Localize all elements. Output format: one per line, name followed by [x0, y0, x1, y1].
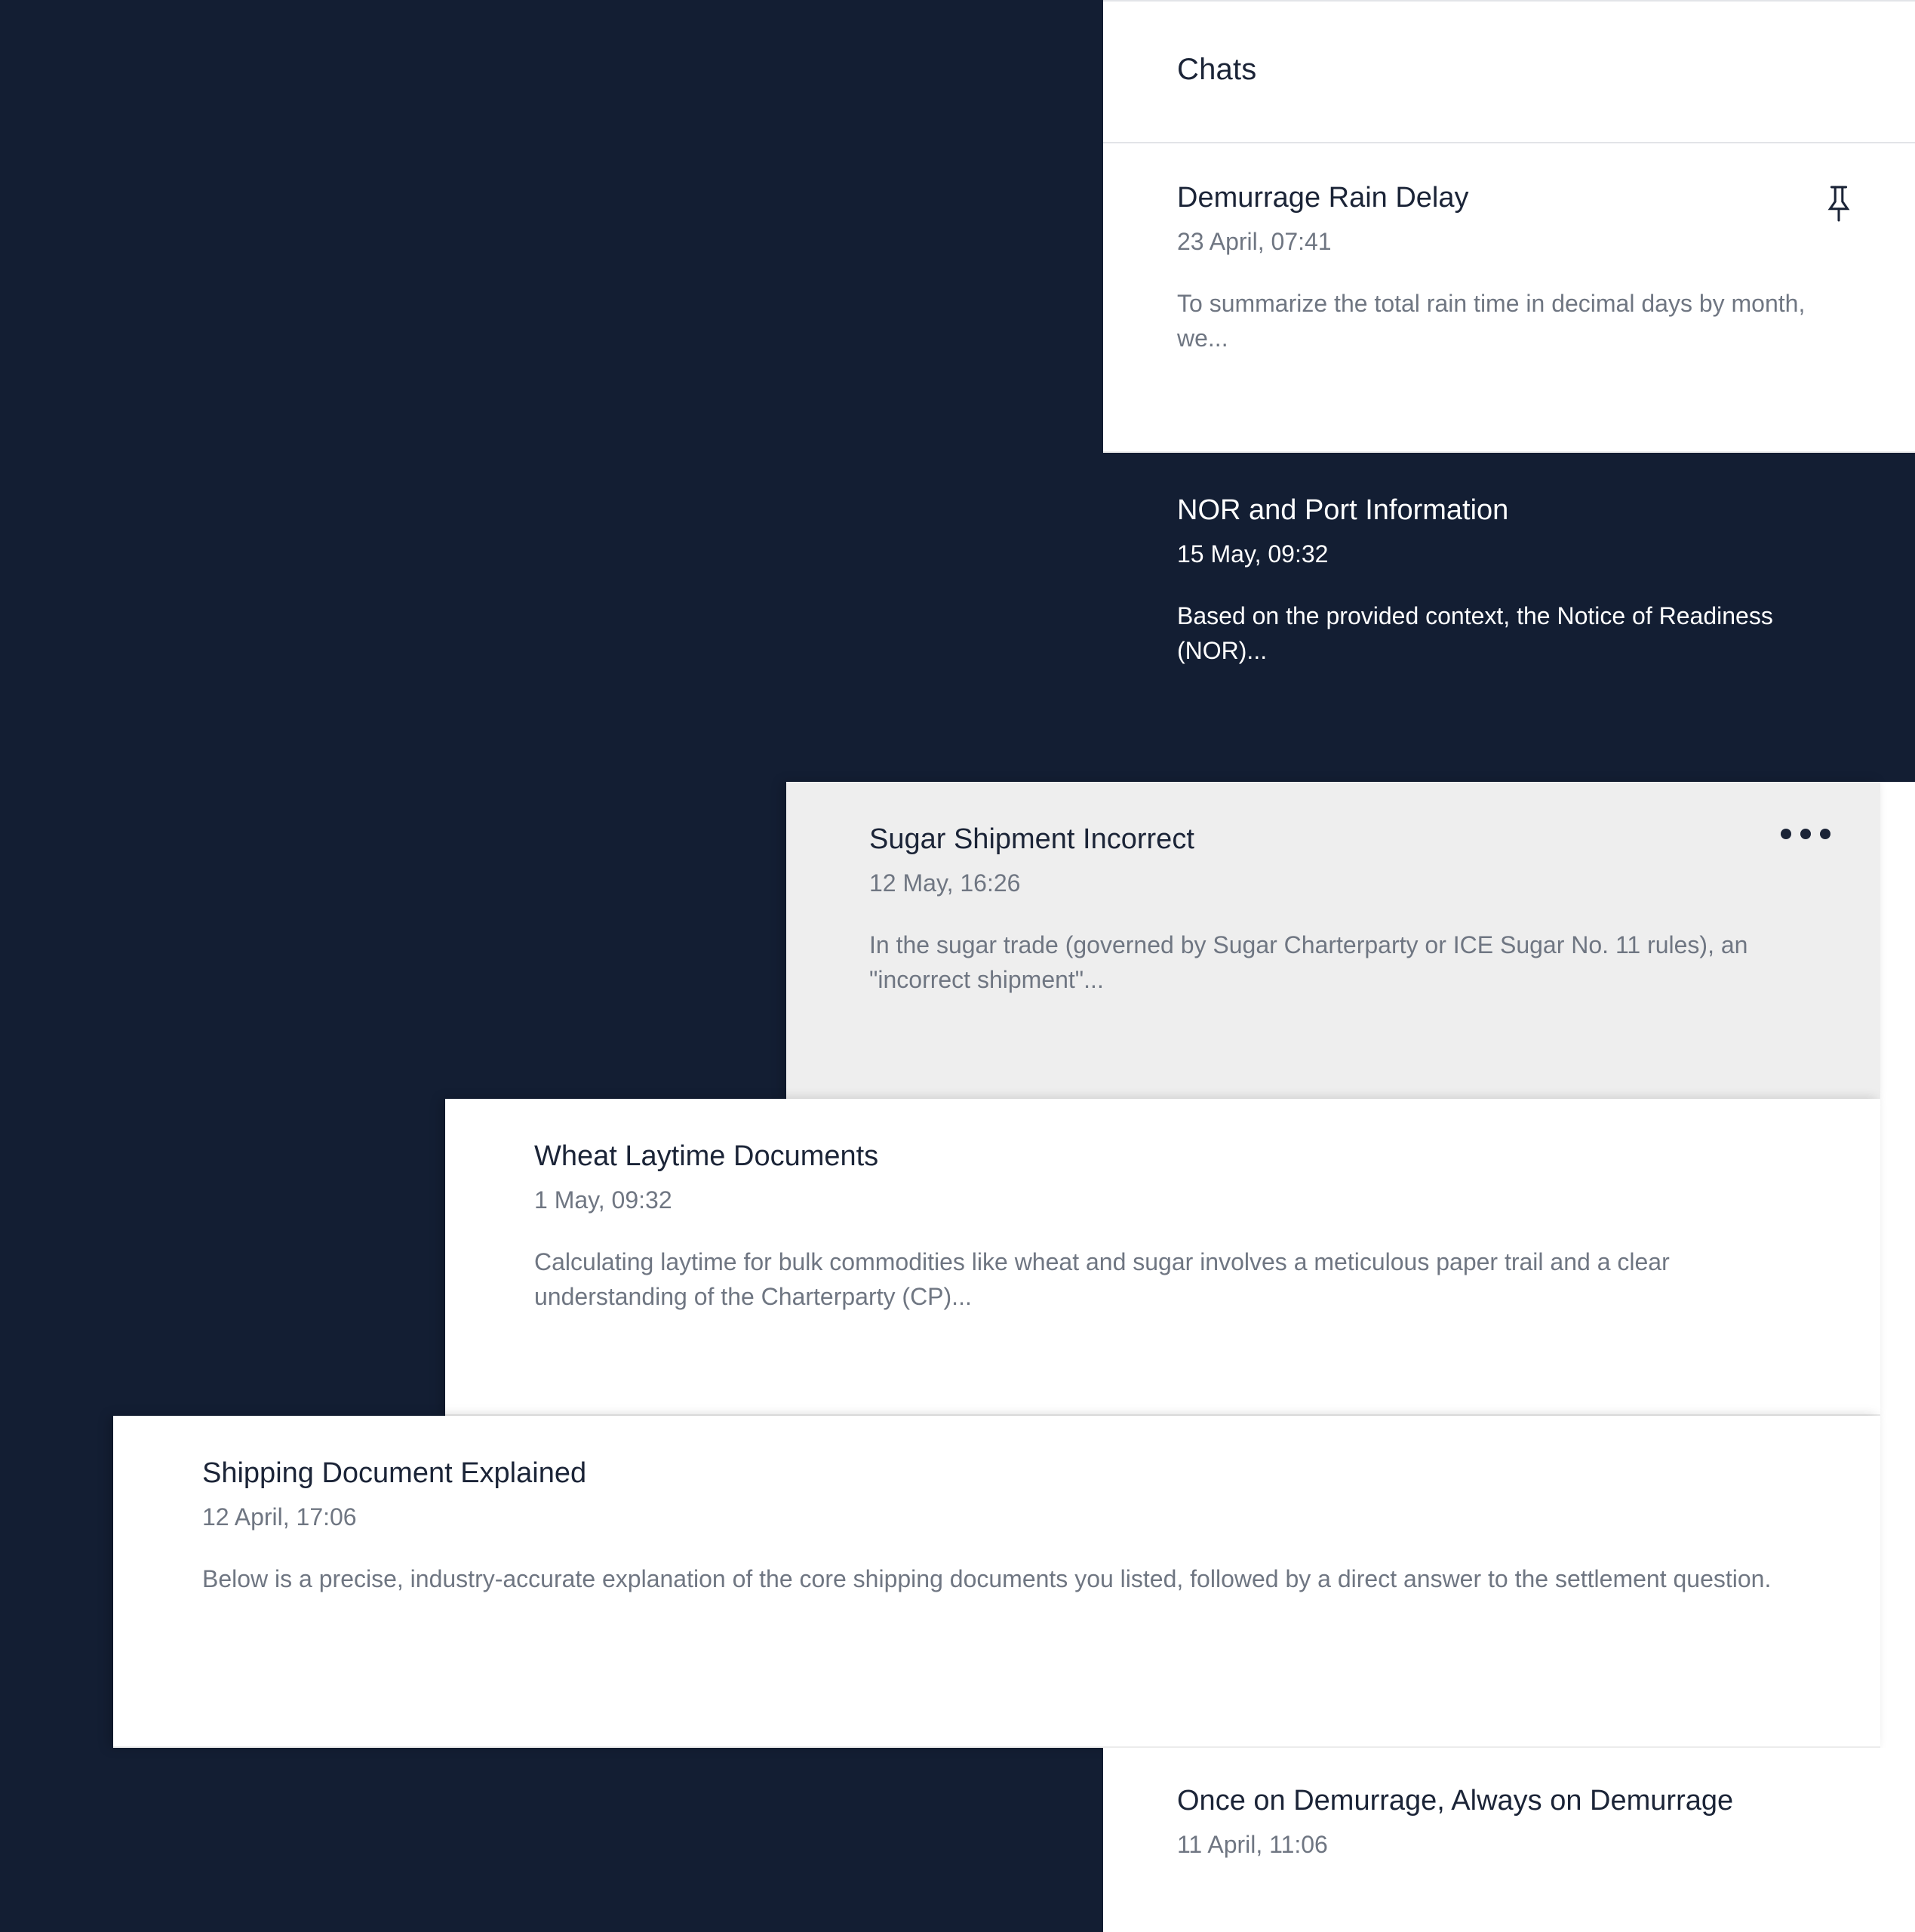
chat-item-date: 12 April, 17:06	[202, 1503, 357, 1531]
chat-item-date: 23 April, 07:41	[1177, 227, 1332, 255]
more-options-icon[interactable]	[1781, 829, 1830, 839]
chat-list-item-shipping-document-explained[interactable]	[113, 1416, 1880, 1748]
pin-icon[interactable]	[1821, 183, 1856, 223]
chat-item-date: 1 May, 09:32	[534, 1186, 672, 1214]
chat-item-snippet: Below is a precise, industry-accurate explanation of the core shipping documents you listed, followed by a direct answer to the settlement question.	[202, 1565, 1772, 1593]
chat-list-item-sugar-shipment-incorrect[interactable]	[786, 782, 1880, 1099]
chat-item-title: Sugar Shipment Incorrect	[869, 823, 1194, 855]
chats-header	[1103, 0, 1915, 143]
chat-item-title: Shipping Document Explained	[202, 1457, 587, 1489]
chat-item-date: 15 May, 09:32	[1177, 540, 1329, 568]
chat-list-item-demurrage-rain-delay[interactable]	[1103, 143, 1915, 453]
chat-item-date: 12 May, 16:26	[869, 869, 1021, 897]
page-title: Chats	[1177, 53, 1257, 86]
chat-item-snippet: In the sugar trade (governed by Sugar Charterparty or ICE Sugar No. 11 rules), an "incorrect shipment"...	[869, 931, 1748, 994]
chat-item-snippet: To summarize the total rain time in decimal days by month, we...	[1177, 290, 1806, 352]
chat-item-date: 11 April, 11:06	[1177, 1831, 1328, 1859]
chat-item-title: Once on Demurrage, Always on Demurrage	[1177, 1785, 1734, 1817]
chat-item-snippet: Based on the provided context, the Notice of Readiness (NOR)...	[1177, 602, 1773, 665]
chat-item-title: Wheat Laytime Documents	[534, 1140, 879, 1172]
chat-list-item-once-on-demurrage[interactable]	[1103, 1748, 1915, 1932]
chat-item-title: Demurrage Rain Delay	[1177, 182, 1469, 214]
chat-item-title: NOR and Port Information	[1177, 494, 1509, 526]
chat-item-snippet: Calculating laytime for bulk commodities like wheat and sugar involves a meticulous paper trail and a clear understanding of the Charterparty (CP)...	[534, 1248, 1670, 1311]
chat-list-item-nor-and-port-information[interactable]	[1103, 453, 1915, 782]
chat-list-item-wheat-laytime-documents[interactable]	[445, 1099, 1880, 1416]
